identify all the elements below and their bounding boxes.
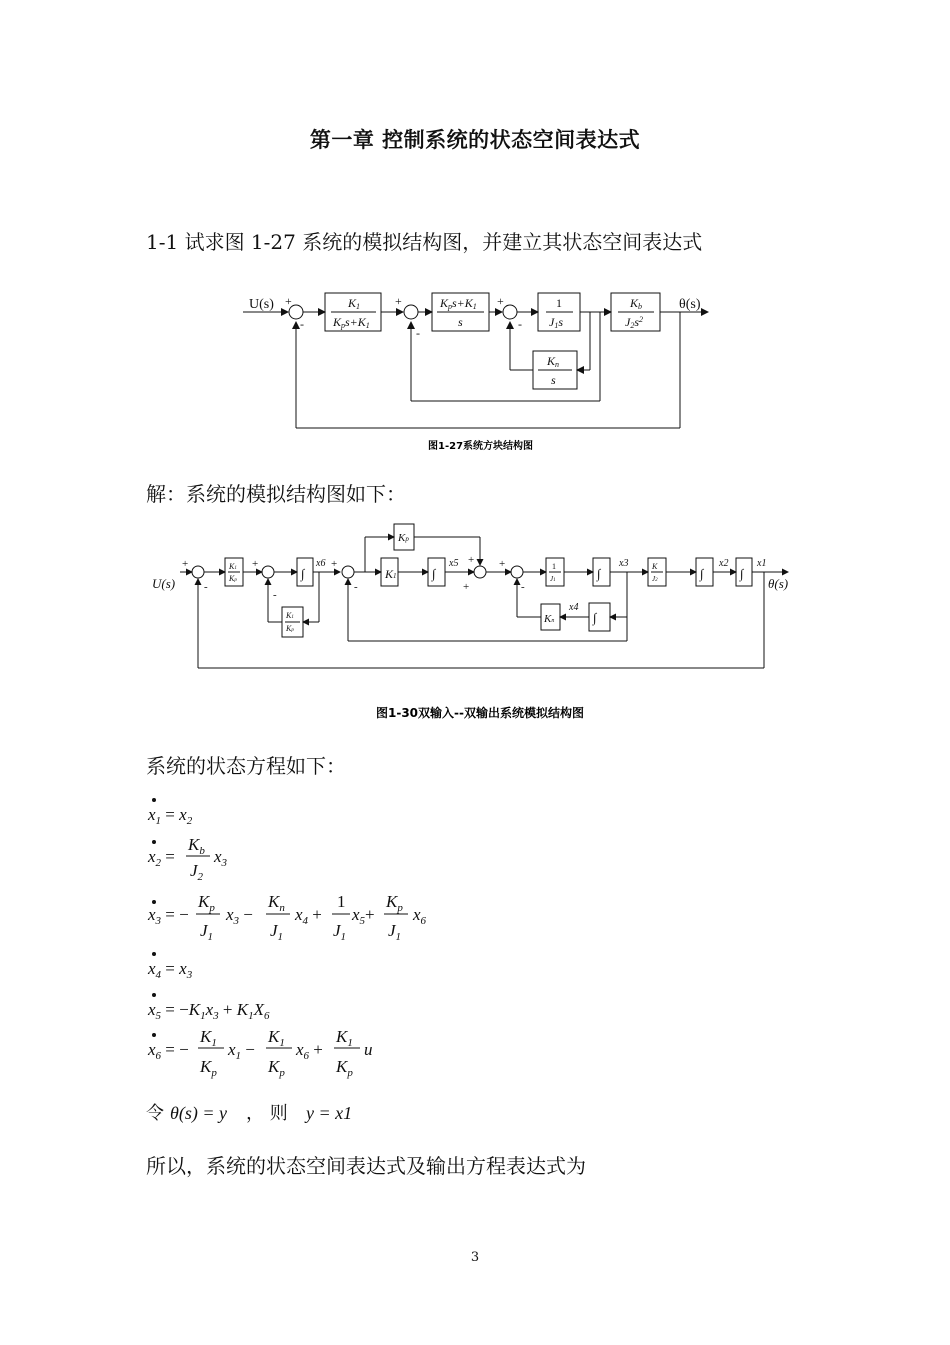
- svg-text:K: K: [652, 562, 658, 571]
- problem-statement: 1-1 试求图 1-27 系统的模拟结构图，并建立其状态空间表达式: [146, 230, 703, 254]
- state-label-x3: x3: [619, 558, 629, 569]
- svg-text:∫: ∫: [740, 566, 744, 581]
- conclusion-text: 所以，系统的状态空间表达式及输出方程表达式为: [146, 1154, 586, 1178]
- output-relation: [140, 1095, 440, 1131]
- svg-text:Kp: $K_p$: [386, 892, 403, 914]
- svg-text:Kn: Kn: [544, 613, 555, 625]
- figure-2-caption: 图1-30双输入--双输出系统模拟结构图: [376, 706, 584, 720]
- figure-1-caption: 图1-27系统方块结构图: [428, 441, 534, 452]
- svg-text:Kb: $K_b$: [188, 835, 205, 857]
- state-label-x5: x5: [449, 558, 459, 569]
- svg-text:∫: ∫: [301, 566, 305, 581]
- svg-text:1: 1: [337, 892, 346, 911]
- svg-text:K1: $K_1$: [268, 1027, 285, 1049]
- svg-text:+: +: [285, 294, 292, 308]
- fig1-input-label: U(s): [249, 297, 274, 312]
- output-relation-middle: ， 则: [246, 1103, 288, 1124]
- svg-text:+: +: [182, 558, 189, 570]
- svg-text:Kp: Kp: [229, 574, 237, 583]
- svg-text:x3: $x_3$: [214, 847, 228, 869]
- svg-text:x1 −: $x_1$ −: [228, 1040, 255, 1062]
- svg-text:x4 = x3: $x_4 = x_3$: [148, 959, 193, 981]
- svg-text:J2: J2: [652, 575, 658, 583]
- svg-text:K1: K1: [385, 567, 397, 581]
- output-relation-prefix: 令: [146, 1103, 164, 1124]
- svg-text:K1: K1: [229, 562, 237, 571]
- svg-text:K1: $K_1$: [336, 1027, 353, 1049]
- svg-text:-: -: [416, 326, 420, 340]
- svg-text:x3 = −: $x_3$ = −: [148, 905, 189, 927]
- svg-text:J2s2: $J2s^2$: [625, 315, 643, 330]
- svg-text:Kp: Kp: [286, 624, 294, 633]
- figure-1-block-diagram: [0, 0, 950, 470]
- svg-text:1: 1: [552, 562, 556, 571]
- svg-text:+: +: [463, 581, 470, 593]
- svg-text:K1: $K_1$: [200, 1027, 217, 1049]
- svg-text:J1: $J_1$: [270, 921, 284, 943]
- output-relation-right: y = x1: [306, 1103, 353, 1123]
- svg-text:-: -: [300, 317, 304, 331]
- state-label-x1: x1: [757, 558, 767, 569]
- svg-text:K1: K1: [348, 296, 361, 311]
- svg-text:Kp: $K_p$: [336, 1057, 353, 1079]
- svg-text:-: -: [354, 581, 358, 593]
- svg-text:Kps+K1: Kps+K1: [333, 315, 370, 330]
- svg-text:J2: $J_2$: [190, 861, 204, 883]
- svg-text:∫: ∫: [597, 566, 601, 581]
- svg-text:u: u: [364, 1040, 373, 1059]
- svg-text:+: +: [499, 558, 506, 570]
- svg-text:Kp: $K_p$: [200, 1057, 217, 1079]
- svg-text:Kp: $K_p$: [198, 892, 215, 914]
- state-label-x2: x2: [719, 558, 729, 569]
- svg-text:s: s: [551, 373, 556, 387]
- figure-2-analog-diagram: [0, 510, 950, 730]
- svg-text:-: -: [521, 581, 525, 593]
- summing-junction-2: [404, 305, 418, 319]
- svg-text:J1: $J_1$: [333, 921, 347, 943]
- svg-text:Kn: Kn: [547, 354, 560, 369]
- svg-text:+: +: [252, 558, 259, 570]
- svg-text:1: 1: [556, 296, 562, 310]
- svg-text:+: +: [395, 294, 402, 308]
- svg-text:+: +: [497, 294, 504, 308]
- svg-text:J1s: J1s: [549, 315, 563, 330]
- svg-text:s: s: [458, 315, 463, 329]
- svg-text:+: +: [331, 558, 338, 570]
- svg-text:x5+: $x_5+$: [352, 905, 375, 927]
- svg-text:J1: J1: [550, 575, 556, 583]
- svg-text:x2 =: $x_2$ =: [148, 847, 175, 869]
- fig2-input-label: U(s): [152, 576, 176, 591]
- svg-text:Kps+K1: Kps+K1: [440, 296, 477, 311]
- svg-text:Kp: $K_p$: [268, 1057, 285, 1079]
- svg-text:x1 = x2: $x_1 = x_2$: [148, 805, 193, 827]
- svg-text:Kn: $K_n$: [268, 892, 285, 914]
- fig2-output-label: θ(s): [768, 576, 789, 591]
- svg-text:x4 +: $x_4$ +: [295, 905, 322, 927]
- output-relation-left: θ(s) = y: [170, 1103, 227, 1123]
- svg-text:J1: $J_1$: [388, 921, 402, 943]
- svg-text:K1: K1: [286, 611, 294, 620]
- svg-text:x6: $x_6$: [413, 905, 427, 927]
- svg-text:∫: ∫: [432, 566, 436, 581]
- state-label-x6: x6: [316, 558, 326, 569]
- svg-text:J1: $J_1$: [200, 921, 214, 943]
- svg-text:-: -: [273, 589, 277, 601]
- svg-text:∫: ∫: [593, 610, 597, 625]
- state-equations-intro: 系统的状态方程如下：: [146, 754, 346, 778]
- summing-junction-3: [503, 305, 517, 319]
- page-number: 3: [470, 1250, 480, 1265]
- svg-text:-: -: [518, 317, 522, 331]
- state-label-x4: x4: [569, 602, 579, 613]
- solution-intro: 解：系统的模拟结构图如下：: [146, 482, 406, 506]
- svg-text:+: +: [468, 554, 475, 566]
- svg-text:x3 −: $x_3$ −: [226, 905, 253, 927]
- svg-text:x5 = −K1x3 + K1X6: $x_5 = -K_1x_3 + K_1X_6$: [148, 1000, 270, 1022]
- fig1-output-label: θ(s): [679, 297, 701, 312]
- svg-text:-: -: [204, 581, 208, 593]
- svg-text:∫: ∫: [700, 566, 704, 581]
- svg-text:x6 = −: $x_6$ = −: [148, 1040, 189, 1062]
- svg-text:x6 +: $x_6$ +: [296, 1040, 323, 1062]
- svg-text:Kp: Kp: [398, 532, 409, 544]
- chapter-title: 第一章 控制系统的状态空间表达式: [309, 128, 641, 152]
- state-equations: [140, 790, 560, 1090]
- svg-text:Kb: Kb: [630, 296, 643, 311]
